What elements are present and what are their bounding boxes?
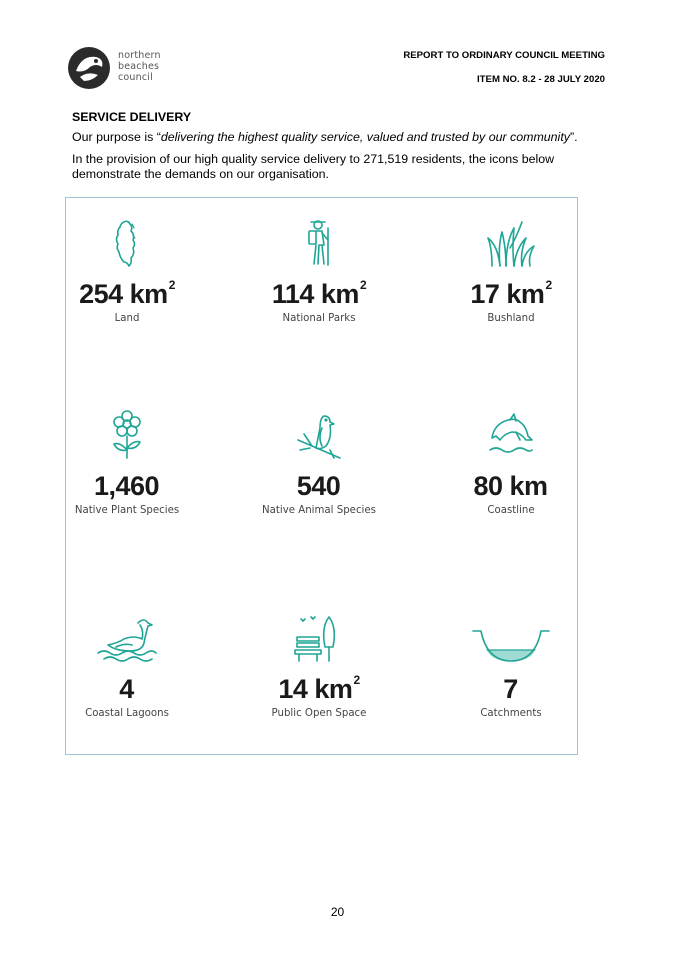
stat-bushland (426, 218, 596, 324)
dolphin-icon (486, 410, 536, 462)
stat-native-animal-species (234, 410, 404, 516)
item-line: ITEM NO. 8.2 - 28 JULY 2020 (477, 74, 605, 85)
council-logo (66, 45, 176, 91)
swan-icon (94, 613, 160, 665)
stat-catchments (426, 613, 596, 719)
hiker-icon (294, 218, 344, 270)
catchment-icon (471, 613, 551, 665)
intro-paragraph: In the provision of our high quality service delivery to 271,519 residents, the icons below demonstrate the demands on our organisation. (72, 152, 555, 181)
stats-infographic (65, 197, 578, 755)
stat-public-open-space (234, 613, 404, 719)
council-logo-text (118, 50, 161, 83)
grass-icon (486, 218, 536, 270)
stat-value: 14 $km^2$ (278, 673, 360, 704)
stat-label: Land (114, 313, 140, 324)
stat-value: 7 (503, 674, 518, 704)
stat-label: Bushland (487, 313, 535, 324)
logo-line-3: council (118, 72, 153, 83)
purpose-prefix: Our purpose is “ (72, 130, 161, 144)
purpose-suffix: ”. (569, 130, 578, 144)
bird-icon (294, 410, 344, 462)
purpose-statement: delivering the highest quality service, valued and trusted by our community (160, 130, 570, 144)
stat-coastline (426, 410, 596, 516)
flower-icon (102, 410, 152, 462)
map-icon (102, 218, 152, 270)
stat-value: 254 $km^2$ (79, 278, 175, 309)
stat-label: Coastal Lagoons (85, 708, 169, 719)
stat-label: National Parks (282, 313, 356, 324)
page-number: 20 (330, 905, 345, 919)
stat-label: Native Animal Species (262, 505, 376, 516)
stat-value: 17 $km^2$ (470, 278, 552, 309)
report-title: REPORT TO ORDINARY COUNCIL MEETING (403, 50, 605, 61)
stat-label: Public Open Space (271, 708, 367, 719)
section-title: SERVICE DELIVERY (72, 110, 192, 124)
stat-label: Coastline (487, 505, 535, 516)
stat-value: 540 (296, 471, 341, 501)
logo-line-2: beaches (118, 61, 160, 72)
stat-label: Catchments (480, 708, 542, 719)
stat-native-plant-species (42, 410, 212, 516)
stat-land (42, 218, 212, 324)
stat-coastal-lagoons (42, 613, 212, 719)
stat-value: 80 km (473, 471, 548, 501)
logo-line-1: northern (118, 50, 161, 61)
park-bench-icon (289, 613, 349, 665)
stat-value: 4 (119, 674, 134, 704)
council-logo-icon (66, 45, 112, 91)
stat-national-parks (234, 218, 404, 324)
stat-value: 114 $km^2$ (271, 278, 367, 309)
stat-label: Native Plant Species (74, 505, 180, 516)
stat-value: 1,460 (93, 471, 160, 501)
purpose-paragraph (72, 130, 578, 144)
